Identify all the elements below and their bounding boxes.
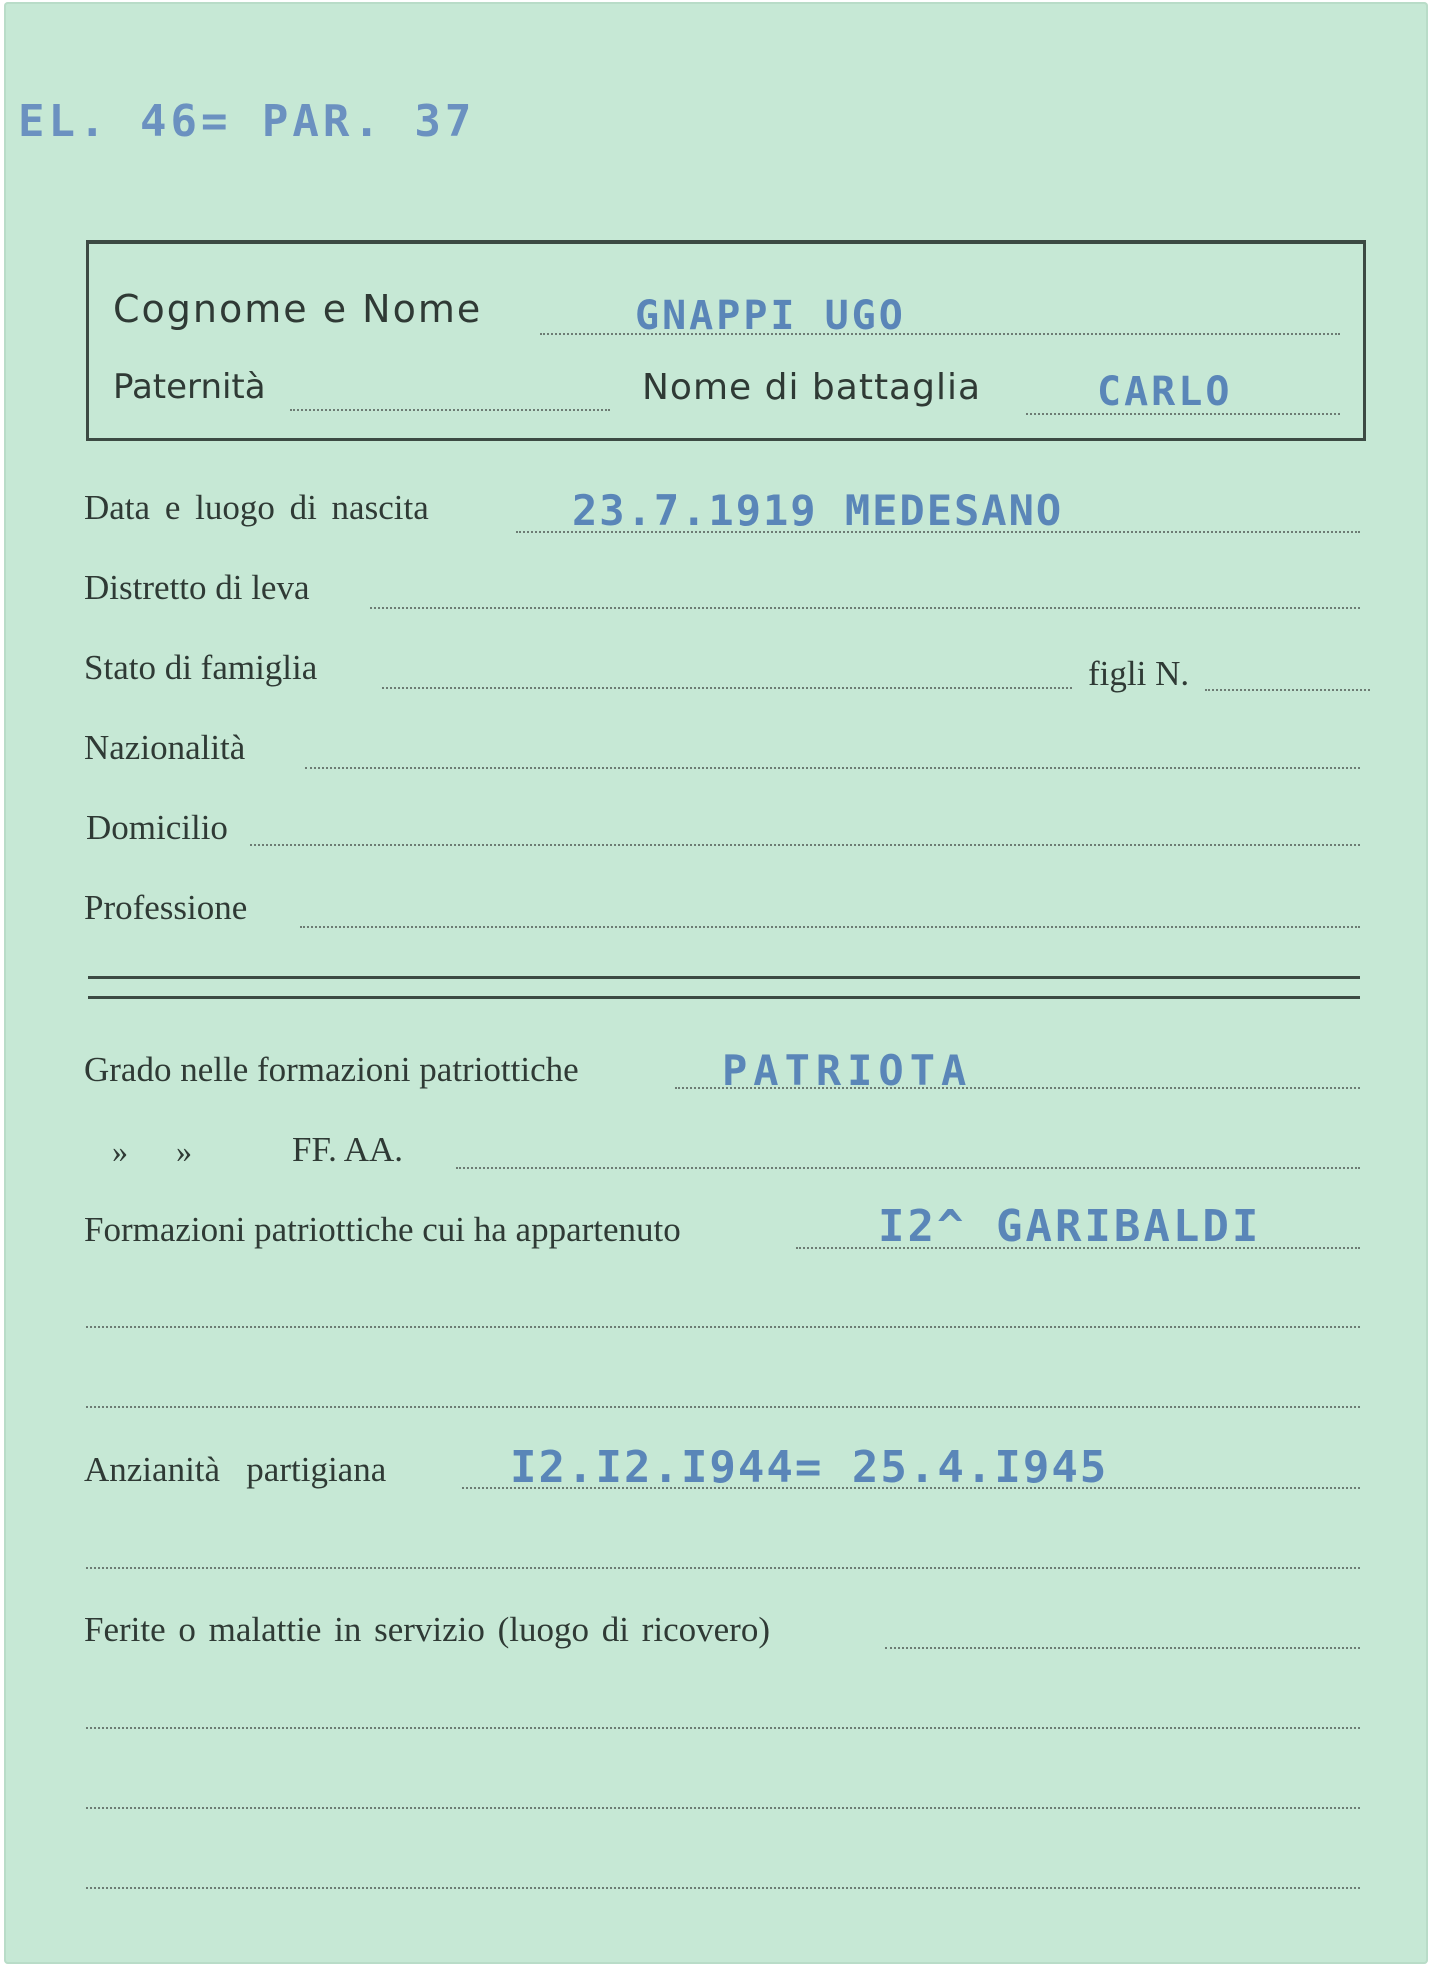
nationality-dotted-line: [305, 767, 1360, 769]
name-label: Cognome e Nome: [113, 287, 483, 331]
rank-value[interactable]: PATRIOTA: [722, 1046, 973, 1095]
formations-label: Formazioni patriottiche cui ha appartenuto: [84, 1210, 681, 1249]
ffaa-label: FF. AA.: [292, 1130, 403, 1169]
paternity-label: Paternità: [113, 367, 266, 407]
family-dotted-line: [382, 687, 1072, 689]
seniority-value[interactable]: I2.I2.I944= 25.4.I945: [510, 1442, 1109, 1493]
battle-name-label: Nome di battaglia: [642, 367, 982, 408]
domicile-label: Domicilio: [86, 808, 228, 847]
separator-rule-top: [88, 976, 1360, 979]
nationality-label: Nazionalità: [84, 728, 246, 767]
formations-extra-line-2: [86, 1406, 1360, 1408]
wounds-extra-line-1: [86, 1727, 1360, 1729]
wounds-extra-line-3: [86, 1887, 1360, 1889]
seniority-extra-line: [86, 1567, 1360, 1569]
name-value[interactable]: GNAPPI UGO: [635, 293, 906, 339]
domicile-dotted-line: [250, 844, 1360, 846]
family-label: Stato di famiglia: [84, 648, 318, 687]
battle-name-value[interactable]: CARLO: [1097, 369, 1233, 415]
paternity-dotted-line: [290, 409, 610, 411]
birth-label: Data e luogo di nascita: [84, 488, 429, 527]
profession-dotted-line: [300, 926, 1360, 928]
formations-value[interactable]: I2^ GARIBALDI: [878, 1201, 1262, 1252]
district-dotted-line: [370, 607, 1360, 609]
profession-label: Professione: [84, 888, 248, 927]
rank-label: Grado nelle formazioni patriottiche: [84, 1050, 579, 1089]
separator-rule-bottom: [88, 996, 1360, 999]
reference-number: EL. 46= PAR. 37: [18, 96, 476, 147]
seniority-label: Anzianità partigiana: [84, 1450, 387, 1489]
ffaa-ditto-marks: » »: [112, 1133, 192, 1169]
ffaa-dotted-line: [456, 1167, 1360, 1169]
birth-value[interactable]: 23.7.1919 MEDESANO: [572, 486, 1064, 535]
wounds-label: Ferite o malattie in servizio (luogo di ricovero): [84, 1610, 770, 1649]
children-label: figli N.: [1088, 654, 1190, 693]
formations-extra-line-1: [86, 1326, 1360, 1328]
children-dotted-line: [1205, 689, 1370, 691]
wounds-extra-line-2: [86, 1807, 1360, 1809]
wounds-dotted-line: [885, 1647, 1360, 1649]
district-label: Distretto di leva: [84, 568, 310, 607]
